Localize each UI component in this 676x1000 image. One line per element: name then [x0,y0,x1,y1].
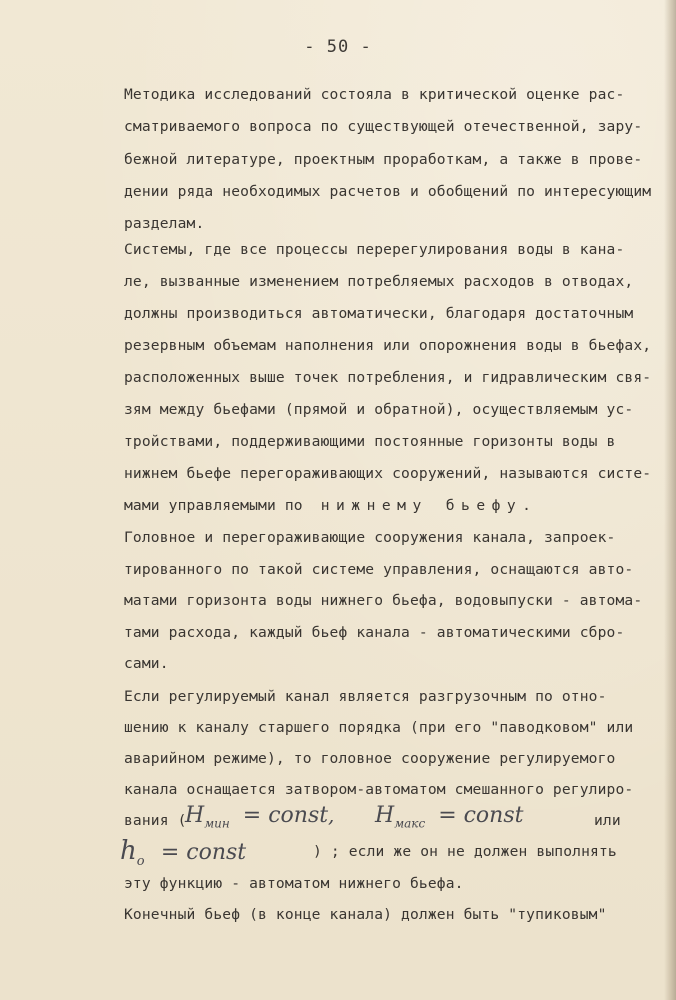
formula-equals: = const [160,840,247,865]
formula-symbol: H [185,803,205,828]
text-line: Головное и перегораживающие сооружения канала, запроек- [124,529,616,546]
page-edge-shadow [664,0,676,1000]
formula-symbol: H [375,803,395,828]
text-line: Методика исследований состояла в критической оценке рас- [124,86,625,103]
text-fragment: или [594,812,621,829]
text-line: Если регулируемый канал является разгрузочным по отно- [124,688,607,705]
formula-separator: , [328,803,335,827]
text-line: расположенных выше точек потребления, и гидравлическим свя- [124,369,652,386]
text-fragment: мами управляемыми по [124,497,303,514]
formula-h-min [185,803,328,830]
text-line: резервным объемам наполнения или опорожнения воды в бьефах, [124,337,652,354]
text-line: эту функцию - автоматом нижнего бьефа. [124,875,464,892]
text-line: ) ; если же он не должен выполнять [313,843,617,860]
text-line: тройствами, поддерживающими постоянные горизонты воды в [124,433,616,450]
text-line: сами. [124,655,169,672]
formula-equals: = const [242,803,329,828]
text-line: тированного по такой системе управления, оснащаются авто- [124,561,634,578]
formula-h0 [120,836,246,869]
text-line: матами горизонта воды нижнего бьефа, водовыпуски - автома- [124,592,643,609]
text-line: сматриваемого вопроса по существующей отечественной, зару- [124,118,643,135]
text-line: ле, вызванные изменением потребляемых расходов в отводах, [124,273,634,290]
formula-subscript: мин [204,816,230,831]
text-line: Конечный бьеф (в конце канала) должен быть "тупиковым" [124,906,607,923]
text-line: дении ряда необходимых расчетов и обобщений по интересующим [124,183,652,200]
text-line: должны производиться автоматически, благодаря достаточным [124,305,634,322]
formula-subscript: o [136,854,145,870]
formula-equals: = const [438,803,524,828]
spaced-word: бьефу. [445,497,538,514]
text-line: бежной литературе, проектным проработкам, а также в прове- [124,151,643,168]
spaced-word: нижнему [320,497,428,514]
text-line: тами расхода, каждый бьеф канала - автоматическими сбро- [124,624,625,641]
text-line: шению к каналу старшего порядка (при его "паводковом" или [124,719,634,736]
text-line: вания ( [124,812,187,829]
page-number: - 50 - [304,37,372,57]
formula-h-max [375,803,523,830]
text-line: разделам. [124,215,205,232]
text-line: аварийном режиме), то головное сооружение регулируемого [124,750,616,767]
text-line: нижнем бьефе перегораживающих сооружений, называются систе- [124,465,652,482]
text-line: канала оснащается затвором-автоматом смешанного регулиро- [124,781,634,798]
text-line: зям между бьефами (прямой и обратной), осуществляемым ус- [124,401,634,418]
formula-symbol: h [120,836,137,866]
formula-subscript: макс [394,816,426,831]
text-line [124,497,537,515]
text-line: Системы, где все процессы перерегулирования воды в кана- [124,241,625,258]
